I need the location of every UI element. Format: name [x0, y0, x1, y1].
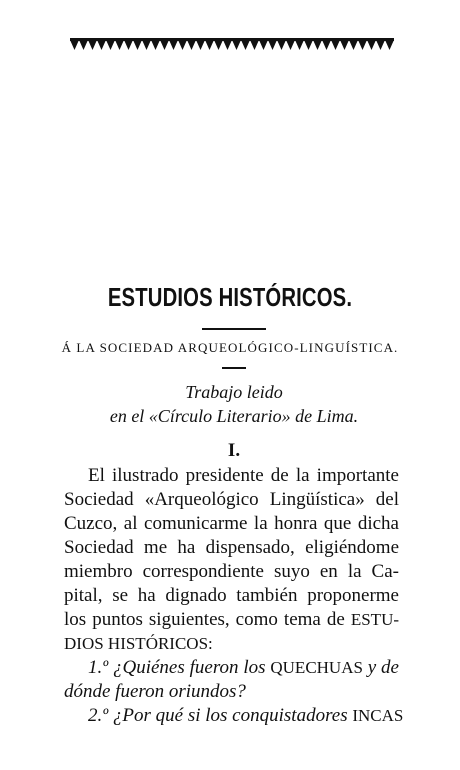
body-line-smallcaps: DIOS HISTÓRICOS: [64, 634, 213, 653]
body-line: pital, se ha dignado también proponerme [64, 585, 399, 606]
dedication-divider [222, 367, 246, 369]
body-line: Sociedad me ha dispensado, eligiéndome [64, 537, 399, 558]
chevron-row-ornament-icon [70, 41, 394, 52]
question-2 [88, 704, 404, 728]
body-line: Sociedad «Arqueológico Lingüística» del [64, 489, 399, 510]
question-1-text: ¿Quiénes fueron los [113, 657, 266, 678]
body-line [64, 632, 399, 656]
question-1-text-end: y de [367, 657, 399, 678]
page-title: ESTUDIOS HISTÓRICOS. [107, 282, 353, 312]
body-line: Cuzco, al comunicarme la honra que dicha [64, 513, 399, 534]
question-1-smallcaps: QUECHUAS [270, 658, 363, 677]
body-line-text: los puntos siguientes, como tema de [64, 609, 345, 630]
dedication: Á LA SOCIEDAD ARQUEOLÓGICO-LINGUÍSTICA. [61, 340, 399, 355]
question-2-text: ¿Por qué si los conquistadores [112, 705, 348, 726]
question-1-number: 1.º [88, 657, 109, 678]
body-line [64, 608, 399, 632]
question-2-number: 2.º [88, 705, 109, 726]
body-line: El ilustrado presidente de la importante [88, 465, 399, 486]
section-number: I. [227, 440, 241, 461]
question-1-continuation [64, 680, 399, 704]
question-1 [88, 656, 399, 680]
presentation-note-line-2: en el «Círculo Literario» de Lima. [109, 406, 359, 426]
question-2-smallcaps: INCAS [352, 706, 404, 725]
top-ornament [70, 38, 394, 55]
title-divider [202, 328, 266, 330]
body-line-smallcaps: ESTU- [350, 610, 400, 629]
question-1-line-2: dónde fueron oriundos? [64, 681, 246, 702]
presentation-note-line-1: Trabajo leido [185, 382, 283, 402]
body-line: miembro correspondiente suyo en la Ca- [64, 561, 399, 582]
